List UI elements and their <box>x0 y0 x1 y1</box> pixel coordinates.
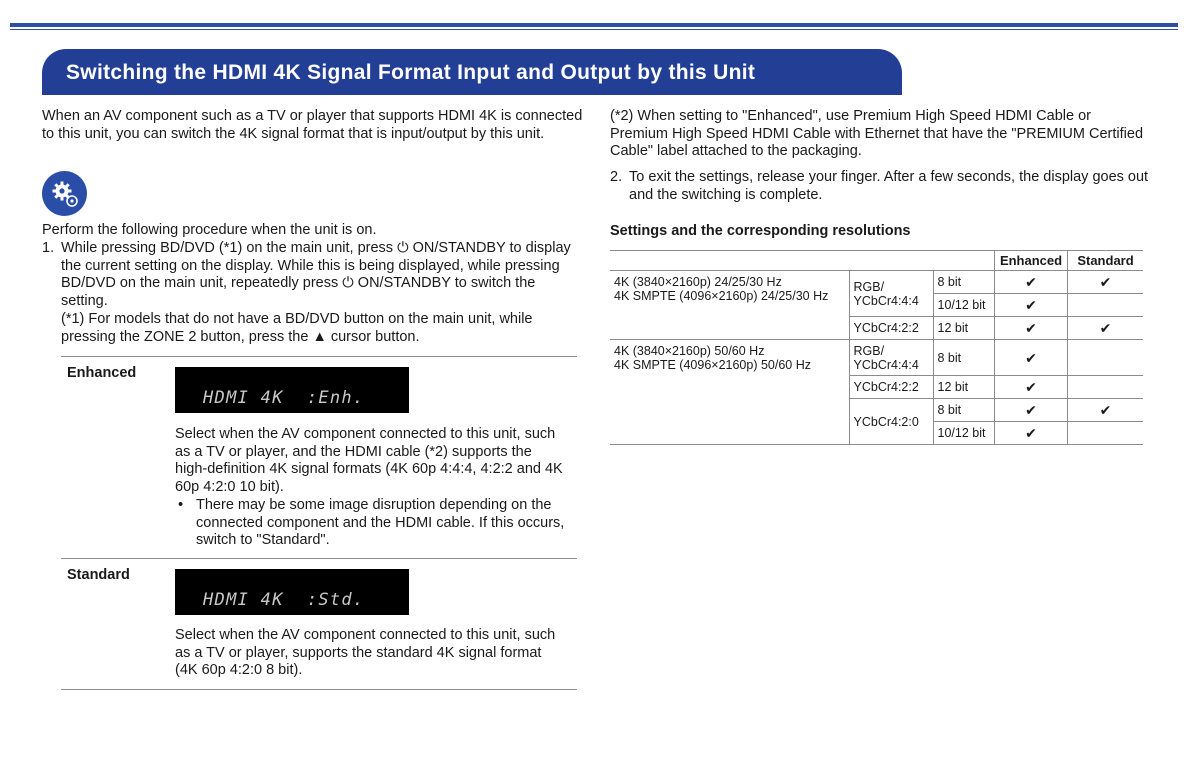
bit-depth: 12 bit <box>933 376 995 399</box>
header-rule-thin <box>10 29 1178 30</box>
check-mark: ✔ <box>995 317 1068 340</box>
check-mark: ✔ <box>995 294 1068 317</box>
intro-paragraph: When an AV component such as a TV or player that supports HDMI 4K is connected to this unit, you can switch the 4K signal format that is input/output by this unit. <box>42 108 583 142</box>
color-format: YCbCr4:2:2 <box>849 376 933 399</box>
check-mark: ✔ <box>995 376 1068 399</box>
step-2 <box>610 169 1150 209</box>
power-icon: ⏻ <box>397 240 409 256</box>
check-mark: ✔ <box>1068 399 1144 422</box>
color-format: YCbCr4:2:2 <box>849 317 933 340</box>
resolution-group-1: 4K (3840×2160p) 24/25/30 Hz 4K SMPTE (4096×2160p) 24/25/30 Hz <box>610 271 849 340</box>
bit-depth: 10/12 bit <box>933 294 995 317</box>
check-mark: ✔ <box>995 399 1068 422</box>
step-2-text: To exit the settings, release your finger. After a few seconds, the display goes out and the switching is complete. <box>629 169 1149 203</box>
title-banner <box>42 49 902 95</box>
lcd-display-enhanced: HDMI 4K :Enh. <box>175 367 409 413</box>
bit-depth: 12 bit <box>933 317 995 340</box>
bit-depth: 8 bit <box>933 271 995 294</box>
divider <box>61 558 577 559</box>
power-icon: ⏻ <box>342 275 354 292</box>
table-header-row <box>610 251 1143 271</box>
table-title: Settings and the corresponding resolutions <box>610 223 911 239</box>
option-description-standard: Select when the AV component connected to this unit, such as a TV or player, supports the standard 4K signal format (4K 60p 4:2:0 8 bit). <box>175 627 556 679</box>
page-title: Switching the HDMI 4K Signal Format Input and Output by this Unit <box>66 61 756 84</box>
option-label-standard: Standard <box>67 567 130 583</box>
header-enhanced: Enhanced <box>995 251 1068 271</box>
step-1-text: While pressing BD/DVD (*1) on the main unit, press ⏻ ON/STANDBY to display the current setting on the display. While this is being displayed, while pressing BD/DVD on the main unit, repeatedly press ⏻ ON/STANDBY to switch the setting. (*1) For models that do not have a BD/DVD button on the main unit, while pressing the ZONE 2 button, press the ▲ cursor button. <box>61 240 576 346</box>
color-format: RGB/ YCbCr4:4:4 <box>849 340 933 376</box>
resolution-table <box>610 250 1143 445</box>
header-standard: Standard <box>1068 251 1144 271</box>
check-mark: ✔ <box>1068 317 1144 340</box>
color-format: RGB/ YCbCr4:4:4 <box>849 271 933 317</box>
divider <box>61 689 577 690</box>
check-mark: ✔ <box>995 422 1068 445</box>
procedure-intro: Perform the following procedure when the unit is on. <box>42 222 377 238</box>
note-2: (*2) When setting to "Enhanced", use Premium High Speed HDMI Cable or Premium High Speed HDMI Cable with Ethernet that have the "PREMIUM Certified Cable" label attached to the packaging. <box>610 108 1144 159</box>
bit-depth: 8 bit <box>933 399 995 422</box>
step-2-number: 2. <box>610 169 623 185</box>
resolution-group-2: 4K (3840×2160p) 50/60 Hz 4K SMPTE (4096×2160p) 50/60 Hz <box>610 340 849 445</box>
option-description-enhanced: Select when the AV component connected to this unit, such as a TV or player, and the HDMI cable (*2) supports the high-definition 4K signal formats (4K 60p 4:4:4, 4:2:2 and 4K 60p 4:2:0 10 bit). <box>175 426 563 496</box>
option-label-enhanced: Enhanced <box>67 365 137 381</box>
bullet-dot: • <box>178 497 184 513</box>
check-mark: ✔ <box>995 340 1068 376</box>
check-mark: ✔ <box>995 271 1068 294</box>
header-rule-thick <box>10 23 1178 27</box>
step-1-number: 1. <box>42 240 55 256</box>
gear-settings-icon <box>42 171 87 216</box>
divider <box>61 356 577 357</box>
color-format: YCbCr4:2:0 <box>849 399 933 445</box>
lcd-display-standard: HDMI 4K :Std. <box>175 569 409 615</box>
step-1 <box>42 240 587 350</box>
step-1-note: (*1) For models that do not have a BD/DVD button on the main unit, while pressing the ZONE 2 button, press the ▲ cursor button. <box>61 310 533 345</box>
check-mark: ✔ <box>1068 271 1144 294</box>
bit-depth: 8 bit <box>933 340 995 376</box>
bit-depth: 10/12 bit <box>933 422 995 445</box>
table-row <box>610 340 1143 376</box>
table-row <box>610 271 1143 294</box>
gear-icon <box>50 179 80 209</box>
